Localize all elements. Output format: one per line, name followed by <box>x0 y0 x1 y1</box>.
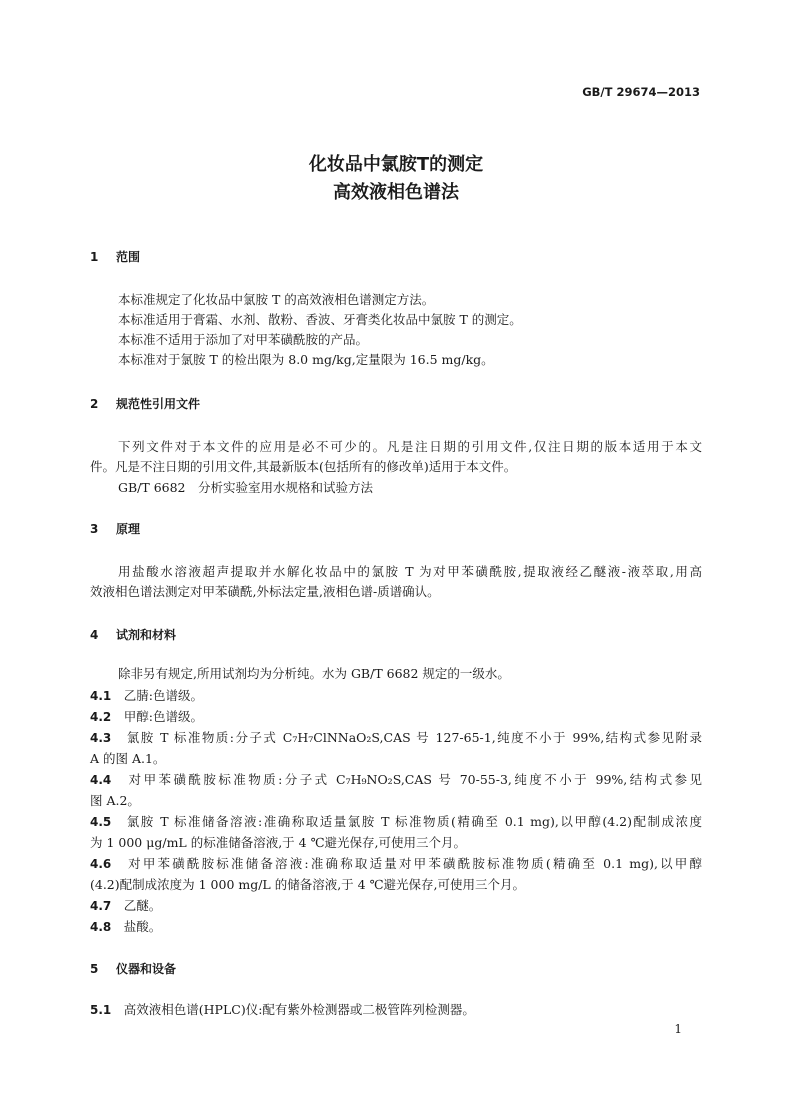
clause-continuation: 图 A.2。 <box>90 793 140 808</box>
clause-number: 4.2 <box>90 710 112 724</box>
section-heading-reagents <box>90 626 176 643</box>
list-item <box>90 854 702 872</box>
section-number: 3 <box>90 522 99 536</box>
clause-number: 4.8 <box>90 920 112 934</box>
paragraph: 用盐酸水溶液超声提取并水解化妆品中的氯胺 T 为对甲苯磺酰胺,提取液经乙醚液-液萃取,用高 <box>118 564 702 579</box>
section-heading-scope <box>90 248 140 265</box>
clause-number: 4.3 <box>90 731 112 745</box>
paragraph: 本标准对于氯胺 T 的检出限为 8.0 mg/kg,定量限为 16.5 mg/kg。 <box>118 352 494 367</box>
clause-text: 氯胺 T 标准储备溶液:准确称取适量氯胺 T 标准物质(精确至 0.1 mg),以甲醇(4.2)配制成浓度 <box>126 814 702 829</box>
clause-number: 4.4 <box>90 773 112 787</box>
paragraph: 效液相色谱法测定对甲苯磺酰,外标法定量,液相色谱-质谱确认。 <box>90 584 440 599</box>
clause-text: 盐酸。 <box>123 919 162 934</box>
section-title: 试剂和材料 <box>116 628 177 642</box>
normative-reference: GB/T 6682 分析实验室用水规格和试验方法 <box>118 480 374 495</box>
section-heading-references <box>90 395 200 412</box>
list-item <box>90 707 203 725</box>
section-title: 原理 <box>116 522 141 536</box>
paragraph: 除非另有规定,所用试剂均为分析纯。水为 GB/T 6682 规定的一级水。 <box>118 666 510 681</box>
clause-text: 乙醚。 <box>123 898 162 913</box>
clause-number: 4.1 <box>90 689 112 703</box>
clause-continuation: A 的图 A.1。 <box>90 751 166 766</box>
section-number: 2 <box>90 397 99 411</box>
section-title: 规范性引用文件 <box>116 397 201 411</box>
document-subtitle: 高效液相色谱法 <box>333 182 459 203</box>
clause-number: 4.7 <box>90 899 112 913</box>
clause-continuation: (4.2)配制成浓度为 1 000 mg/L 的储备溶液,于 4 ℃避光保存,可使用三个月。 <box>90 877 526 892</box>
list-item <box>90 770 702 788</box>
standard-number: GB/T 29674—2013 <box>582 85 700 99</box>
list-item <box>90 812 702 830</box>
clause-text: 乙腈:色谱级。 <box>123 688 203 703</box>
page-number: 1 <box>674 1022 682 1036</box>
document-title: 化妆品中氯胺T的测定 <box>308 154 484 175</box>
list-item <box>90 1000 475 1018</box>
clause-text: 高效液相色谱(HPLC)仪:配有紫外检测器或二极管阵列检测器。 <box>123 1002 475 1017</box>
paragraph: 本标准不适用于添加了对甲苯磺酰胺的产品。 <box>118 332 369 347</box>
paragraph: 本标准适用于膏霜、水剂、散粉、香波、牙膏类化妆品中氯胺 T 的测定。 <box>118 312 522 327</box>
section-number: 5 <box>90 962 99 976</box>
clause-continuation: 为 1 000 μg/mL 的标准储备溶液,于 4 ℃避光保存,可使用三个月。 <box>90 835 467 850</box>
clause-number: 4.5 <box>90 815 112 829</box>
paragraph: 本标准规定了化妆品中氯胺 T 的高效液相色谱测定方法。 <box>118 292 435 307</box>
section-heading-principle <box>90 520 140 537</box>
clause-number: 5.1 <box>90 1003 112 1017</box>
section-number: 4 <box>90 628 99 642</box>
list-item <box>90 917 161 935</box>
paragraph: 下列文件对于本文件的应用是必不可少的。凡是注日期的引用文件,仅注日期的版本适用于本文 <box>118 439 702 454</box>
paragraph: 件。凡是不注日期的引用文件,其最新版本(包括所有的修改单)适用于本文件。 <box>90 459 517 474</box>
list-item <box>90 896 161 914</box>
section-title: 范围 <box>116 250 141 264</box>
clause-text: 对甲苯磺酰胺标准物质:分子式 C₇H₉NO₂S,CAS 号 70-55-3,纯度不小于 99%,结构式参见 <box>128 772 702 787</box>
list-item <box>90 686 203 704</box>
section-title: 仪器和设备 <box>116 962 177 976</box>
list-item <box>90 728 702 746</box>
section-heading-apparatus <box>90 960 176 977</box>
clause-text: 氯胺 T 标准物质:分子式 C₇H₇ClNNaO₂S,CAS 号 127-65-1,纯度不小于 99%,结构式参见附录 <box>126 730 702 745</box>
section-number: 1 <box>90 250 99 264</box>
clause-text: 甲醇:色谱级。 <box>123 709 203 724</box>
clause-number: 4.6 <box>90 857 112 871</box>
clause-text: 对甲苯磺酰胺标准储备溶液:准确称取适量对甲苯磺酰胺标准物质(精确至 0.1 mg),以甲醇 <box>128 856 702 871</box>
